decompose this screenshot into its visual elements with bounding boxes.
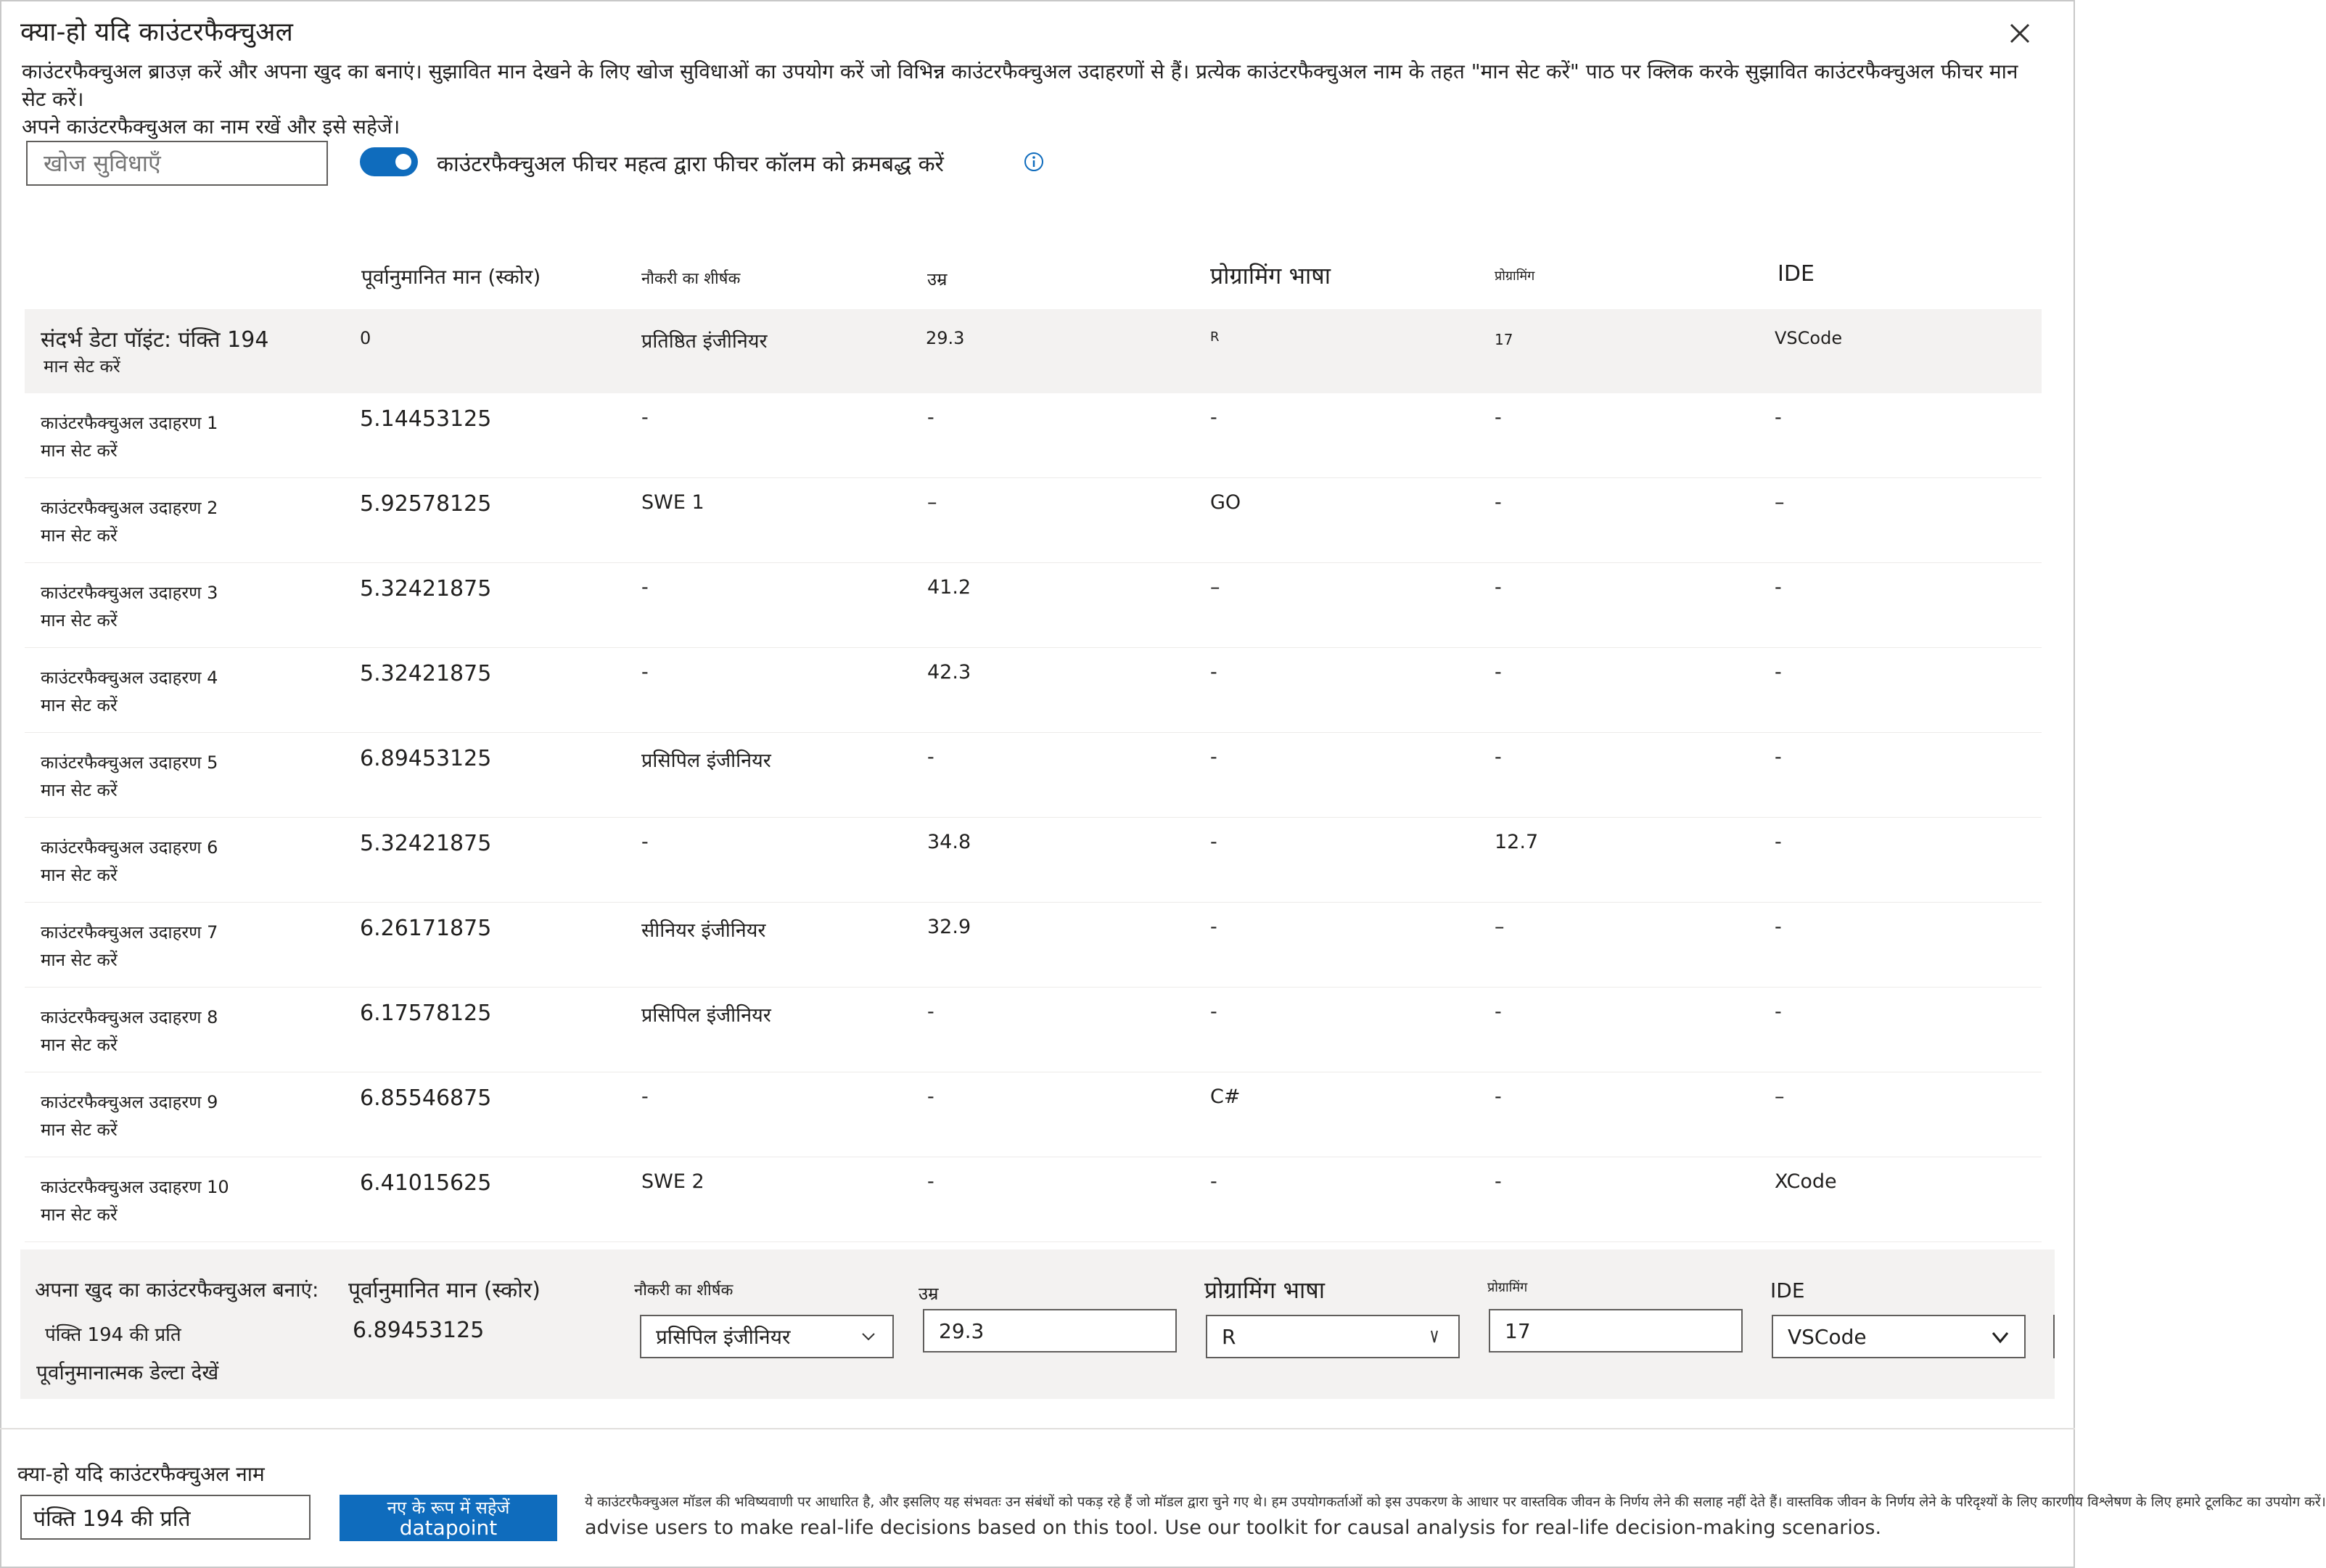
cell-ide: - <box>1775 661 1782 684</box>
cell-age: - <box>927 1170 934 1193</box>
set-value-link[interactable]: मान सेट करें <box>41 865 118 885</box>
cell-ide: - <box>1775 576 1782 599</box>
set-value-link[interactable]: मान सेट करें <box>41 525 118 546</box>
set-value-link[interactable]: मान सेट करें <box>41 1035 118 1055</box>
custom-predicted-header: पूर्वानुमानित मान (स्कोर) <box>348 1278 541 1303</box>
reference-job-title: प्रतिष्ठित इंजीनियर <box>641 330 768 353</box>
cell-ide: – <box>1775 1085 1785 1108</box>
counterfactual-name: काउंटरफैक्चुअल उदाहरण 1 <box>41 413 218 433</box>
custom-predicted-value: 6.89453125 <box>353 1318 485 1343</box>
cell-experience: - <box>1495 576 1502 599</box>
column-header-job-title: नौकरी का शीर्षक <box>641 270 741 288</box>
cell-experience: - <box>1495 406 1502 429</box>
cell-ide: – <box>1775 491 1785 514</box>
column-header-age: उम्र <box>927 269 948 290</box>
custom-language-header: प्रोग्रामिंग भाषा <box>1204 1276 1326 1304</box>
sort-features-toggle[interactable] <box>360 147 418 176</box>
dialog-description <box>22 58 2024 141</box>
sort-toggle-label: काउंटरफैक्चुअल फीचर महत्व द्वारा फीचर कॉलम को क्रमबद्ध करें <box>437 152 944 177</box>
cell-ide: - <box>1775 406 1782 429</box>
row-divider <box>25 1241 2042 1242</box>
cell-predicted: 5.92578125 <box>360 491 492 517</box>
cell-age: 32.9 <box>927 916 971 938</box>
language-dropdown-value: R <box>1222 1324 1236 1349</box>
custom-title: अपना खुद का काउंटरफैक्चुअल बनाएं: <box>35 1278 319 1302</box>
cell-experience: - <box>1495 491 1502 514</box>
set-value-link[interactable]: मान सेट करें <box>41 1120 118 1140</box>
row-divider <box>25 902 2042 903</box>
cell-job-title: - <box>641 406 649 429</box>
counterfactual-name: काउंटरफैक्चुअल उदाहरण 4 <box>41 668 218 688</box>
cell-job-title: - <box>641 1085 649 1108</box>
reference-set-value-link[interactable]: मान सेट करें <box>44 356 120 377</box>
ide-dropdown-value: VSCode <box>1788 1324 1867 1349</box>
cell-job-title: - <box>641 576 649 599</box>
age-input-value: 29.3 <box>939 1318 985 1343</box>
cell-ide: - <box>1775 746 1782 768</box>
cell-job-title: प्रसिपिल इंजीनियर <box>641 1004 771 1027</box>
counterfactual-name: काउंटरफैक्चुअल उदाहरण 6 <box>41 837 218 858</box>
toggle-knob <box>395 154 411 170</box>
cell-predicted: 5.32421875 <box>360 831 492 856</box>
cell-experience: - <box>1495 1085 1502 1108</box>
reference-language: R <box>1210 329 1220 345</box>
counterfactual-name: काउंटरफैक्चुअल उदाहरण 7 <box>41 922 218 943</box>
disclaimer-line-1: ये काउंटरफैक्चुअल मॉडल की भविष्यवाणी पर आधारित है, और इसलिए यह संभवतः उन संबंधों को पकड़ रहे हैं जो मॉडल द्वारा चुने गए थे। हम उपयोगकर्ताओं को इस उपकरण के आधार पर वास्तविक जीवन के निर्णय लेने की सलाह नहीं देते हैं। वास्तविक जीवन के निर्णय लेने के परिदृश्यों के लिए कारणीय विश्लेषण के लिए हमारे टूलकिट का उपयोग करें। <box>585 1494 2326 1510</box>
cell-experience: – <box>1495 916 1505 938</box>
row-divider <box>25 647 2042 648</box>
cell-experience: - <box>1495 661 1502 684</box>
reference-row <box>25 309 2042 393</box>
footer-divider <box>0 1428 2075 1429</box>
cell-experience: 12.7 <box>1495 831 1539 853</box>
chevron-down-icon <box>1991 1327 2010 1346</box>
cell-predicted: 6.26171875 <box>360 916 492 941</box>
cell-age: 42.3 <box>927 661 971 684</box>
row-divider <box>25 817 2042 818</box>
disclaimer-text <box>585 1489 2326 1541</box>
reference-name: संदर्भ डेटा पॉइंट: पंक्ति 194 <box>41 327 269 353</box>
predictive-delta-link[interactable]: पूर्वानुमानात्मक डेल्टा देखें <box>36 1360 219 1384</box>
cell-experience: - <box>1495 1170 1502 1193</box>
cell-language: - <box>1210 661 1217 684</box>
save-as-new-datapoint-button[interactable] <box>340 1495 557 1541</box>
cell-job-title: SWE 2 <box>641 1170 704 1193</box>
counterfactual-name: काउंटरफैक्चुअल उदाहरण 9 <box>41 1092 218 1112</box>
description-line-2: अपने काउंटरफैक्चुअल का नाम रखें और इसे सहेजें। <box>22 115 400 139</box>
cell-job-title: सीनियर इंजीनियर <box>641 919 766 942</box>
cell-predicted: 6.41015625 <box>360 1170 492 1196</box>
cell-age: - <box>927 1001 934 1023</box>
cell-age: 34.8 <box>927 831 971 853</box>
cell-age: – <box>927 491 937 514</box>
counterfactual-name: काउंटरफैक्चुअल उदाहरण 2 <box>41 498 218 518</box>
save-button-line-2: datapoint <box>399 1516 498 1540</box>
cell-age: - <box>927 1085 934 1108</box>
cell-language: - <box>1210 831 1217 853</box>
chevron-down-icon <box>859 1327 878 1346</box>
custom-copy-label: पंक्ति 194 की प्रति <box>45 1324 181 1346</box>
cell-predicted: 5.14453125 <box>360 406 492 432</box>
set-value-link[interactable]: मान सेट करें <box>41 780 118 800</box>
cell-experience: - <box>1495 1001 1502 1023</box>
column-header-language: प्रोग्रामिंग भाषा <box>1210 262 1331 290</box>
row-divider <box>25 477 2042 478</box>
row-divider <box>25 987 2042 988</box>
cell-predicted: 6.17578125 <box>360 1001 492 1026</box>
cell-language: - <box>1210 1001 1217 1023</box>
cell-predicted: 5.32421875 <box>360 661 492 686</box>
cell-language: - <box>1210 406 1217 429</box>
experience-input[interactable] <box>1489 1309 1743 1352</box>
disclaimer-line-2: advise users to make real-life decisions based on this tool. Use our toolkit for causal analysis for real-life decision-making scenarios. <box>585 1516 1882 1539</box>
cell-language: - <box>1210 746 1217 768</box>
set-value-link[interactable]: मान सेट करें <box>41 950 118 970</box>
set-value-link[interactable]: मान सेट करें <box>41 610 118 631</box>
set-value-link[interactable]: मान सेट करें <box>41 440 118 461</box>
search-features-input[interactable] <box>26 141 328 186</box>
custom-age-header: उम्र <box>919 1284 939 1304</box>
counterfactual-name: काउंटरफैक्चुअल उदाहरण 3 <box>41 583 218 603</box>
cell-job-title: - <box>641 661 649 684</box>
row-divider <box>25 562 2042 563</box>
language-dropdown[interactable] <box>1206 1315 1460 1358</box>
cell-job-title: - <box>641 831 649 853</box>
reference-predicted: 0 <box>360 328 371 348</box>
custom-job-title-header: नौकरी का शीर्षक <box>634 1281 733 1300</box>
info-icon[interactable] <box>1023 151 1045 173</box>
cell-ide: - <box>1775 916 1782 938</box>
cell-ide: XCode <box>1775 1170 1837 1193</box>
cell-age: - <box>927 746 934 768</box>
age-input[interactable] <box>923 1309 1177 1352</box>
ide-dropdown[interactable] <box>1772 1315 2026 1358</box>
cell-job-title: प्रसिपिल इंजीनियर <box>641 750 771 772</box>
cell-experience: - <box>1495 746 1502 768</box>
set-value-link[interactable]: मान सेट करें <box>41 1204 118 1225</box>
job-title-dropdown-value: प्रसिपिल इंजीनियर <box>656 1325 791 1349</box>
scroll-edge <box>2053 1315 2055 1358</box>
counterfactual-name: काउंटरफैक्चुअल उदाहरण 8 <box>41 1007 218 1027</box>
description-line-1: काउंटरफैक्चुअल ब्राउज़ करें और अपना खुद का बनाएं। सुझावित मान देखने के लिए खोज सुविधाओं का उपयोग करें जो विभिन्न काउंटरफैक्चुअल उदाहरणों से हैं। प्रत्येक काउंटरफैक्चुअल नाम के तहत "मान सेट करें" पाठ पर क्लिक करके सुझावित काउंटरफैक्चुअल फीचर मान सेट करें। <box>22 59 2018 111</box>
cell-job-title: SWE 1 <box>641 491 704 514</box>
counterfactual-name-input[interactable] <box>20 1495 311 1540</box>
custom-experience-header: प्रोग्रामिंग <box>1487 1280 1528 1295</box>
cell-predicted: 6.85546875 <box>360 1085 492 1111</box>
reference-experience: 17 <box>1495 331 1513 348</box>
job-title-dropdown[interactable] <box>640 1315 894 1358</box>
reference-ide: VSCode <box>1775 328 1843 348</box>
custom-ide-header: IDE <box>1770 1278 1805 1302</box>
counterfactual-name: काउंटरफैक्चुअल उदाहरण 10 <box>41 1177 229 1197</box>
cell-language: – <box>1210 576 1220 599</box>
cell-age: - <box>927 406 934 429</box>
counterfactual-name-label: क्या-हो यदि काउंटरफैक्चुअल नाम <box>17 1462 265 1486</box>
cell-language: C# <box>1210 1085 1241 1108</box>
column-header-ide: IDE <box>1778 261 1815 287</box>
reference-age: 29.3 <box>926 328 965 348</box>
save-button-line-1: नए के रूप में सहेजें <box>387 1498 510 1518</box>
chevron-down-icon <box>1425 1327 1444 1346</box>
cell-age: 41.2 <box>927 576 971 599</box>
experience-input-value: 17 <box>1505 1318 1531 1343</box>
cell-predicted: 6.89453125 <box>360 746 492 771</box>
cell-ide: - <box>1775 831 1782 853</box>
column-header-experience: प्रोग्रामिंग <box>1495 268 1535 284</box>
close-icon[interactable] <box>2005 19 2034 48</box>
row-divider <box>25 732 2042 733</box>
cell-language: GO <box>1210 491 1241 514</box>
dialog-title: क्या-हो यदि काउंटरफैक्चुअल <box>20 17 293 47</box>
cell-language: - <box>1210 916 1217 938</box>
counterfactual-name: काउंटरफैक्चुअल उदाहरण 5 <box>41 752 218 773</box>
cell-language: - <box>1210 1170 1217 1193</box>
column-header-predicted: पूर्वानुमानित मान (स्कोर) <box>361 265 541 289</box>
cell-ide: - <box>1775 1001 1782 1023</box>
set-value-link[interactable]: मान सेट करें <box>41 695 118 715</box>
cell-predicted: 5.32421875 <box>360 576 492 602</box>
